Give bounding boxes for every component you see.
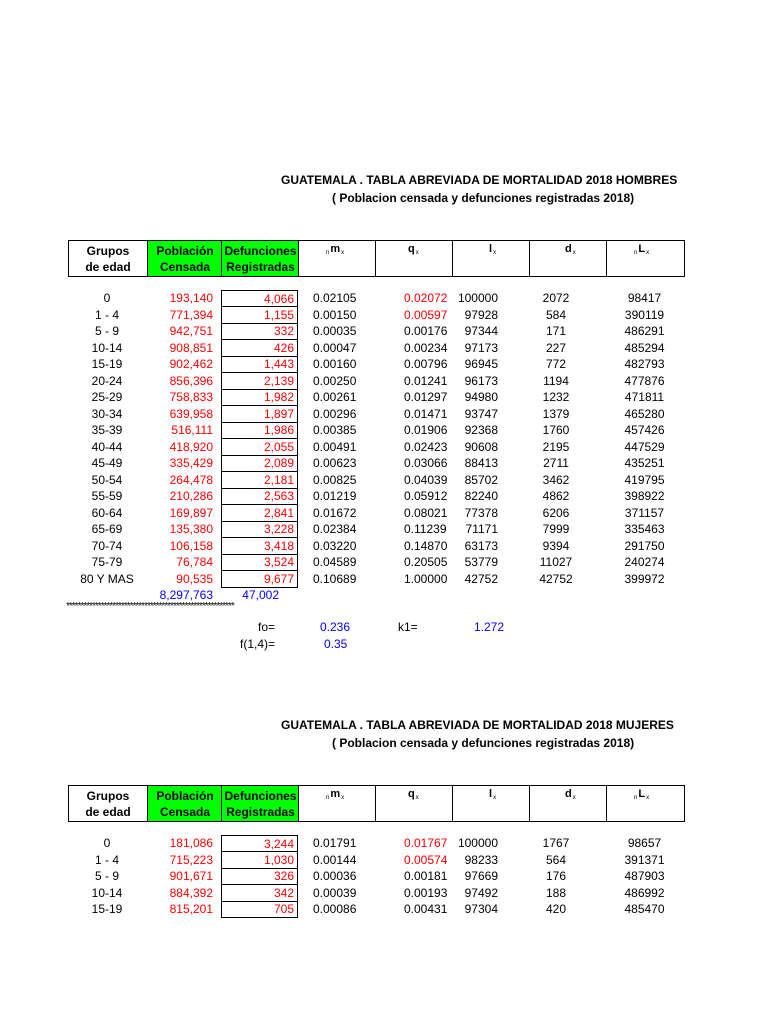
cell-m: 0.02384 (313, 522, 357, 536)
cell-defunciones: 705 (221, 901, 298, 918)
cell-m: 0.00385 (313, 423, 357, 437)
table-row (0, 538, 768, 554)
cell-l: 97304 (464, 902, 498, 916)
cell-l: 77378 (464, 505, 498, 520)
header-m-post: x (341, 250, 345, 256)
cell-d: 420 (545, 902, 567, 916)
cell-q: 0.01471 (404, 406, 448, 421)
cell-l: 97173 (464, 340, 498, 355)
separator-stars: ********************************************************** (66, 601, 234, 612)
header-poblacion-line1: Población (156, 788, 214, 803)
cell-defunciones: 1,986 (221, 422, 298, 439)
men-header-row (68, 240, 685, 277)
cell-defunciones: 3,244 (221, 835, 298, 852)
women-table-subtitle: ( Poblacion censada y defunciones registradas 2018) (332, 736, 635, 750)
cell-poblacion: 106,158 (169, 538, 213, 553)
cell-poblacion: 715,223 (169, 852, 213, 867)
cell-defunciones: 2,139 (221, 373, 298, 390)
cell-poblacion: 76,784 (176, 555, 213, 569)
cell-L: 457426 (624, 423, 665, 437)
cell-age: 0 (103, 836, 111, 850)
cell-l: 94980 (464, 390, 498, 404)
header-d-main: d (565, 243, 572, 255)
cell-d: 171 (545, 324, 567, 338)
table-row (0, 323, 768, 339)
cell-defunciones: 2,181 (221, 472, 298, 489)
table-row (0, 373, 768, 389)
cell-poblacion: 758,833 (169, 390, 213, 404)
table-row (0, 835, 768, 851)
header-l-symbol (489, 241, 497, 256)
table-row (0, 340, 768, 356)
cell-age: 55-59 (91, 489, 123, 503)
cell-L: 398922 (624, 489, 665, 503)
cell-L: 291750 (624, 538, 665, 553)
cell-L: 399972 (624, 571, 665, 586)
cell-poblacion: 901,671 (169, 869, 213, 883)
cell-poblacion: 639,958 (169, 406, 213, 421)
cell-defunciones: 2,563 (221, 488, 298, 505)
cell-L: 485470 (624, 902, 665, 916)
cell-q: 0.14870 (404, 538, 448, 553)
k1-value: 1.272 (474, 620, 505, 634)
cell-m: 0.10689 (313, 571, 357, 586)
cell-d: 6206 (542, 505, 570, 520)
table-row (0, 406, 768, 422)
cell-L: 482793 (624, 357, 665, 371)
cell-d: 7999 (542, 522, 570, 536)
cell-m: 0.00039 (313, 885, 357, 900)
cell-age: 0 (103, 291, 111, 305)
header-q-symbol (408, 786, 420, 801)
cell-defunciones: 326 (221, 868, 298, 885)
cell-poblacion: 418,920 (169, 439, 213, 454)
cell-age: 10-14 (91, 885, 123, 900)
cell-L: 371157 (624, 505, 665, 520)
header-d-post: x (572, 795, 576, 801)
cell-d: 584 (545, 307, 567, 322)
table-row (0, 439, 768, 455)
header-poblacion-line2: Censada (159, 259, 211, 274)
table-row (0, 290, 768, 306)
women-table-title: GUATEMALA . TABLA ABREVIADA DE MORTALIDAD 2018 MUJERES (281, 718, 674, 732)
cell-l: 93747 (464, 406, 498, 421)
cell-l: 63173 (464, 538, 498, 553)
header-L-post: x (646, 250, 650, 256)
cell-age: 10-14 (91, 340, 123, 355)
cell-d: 772 (545, 357, 567, 371)
cell-poblacion: 210,286 (169, 489, 213, 503)
cell-L: 435251 (624, 456, 665, 470)
cell-q: 0.00176 (404, 324, 448, 338)
cell-age: 15-19 (91, 357, 123, 371)
cell-l: 98233 (464, 852, 498, 867)
cell-l: 100000 (457, 836, 498, 850)
cell-L: 335463 (624, 522, 665, 536)
cell-m: 0.00250 (313, 373, 357, 388)
header-q-post: x (415, 795, 419, 801)
cell-L: 391371 (624, 852, 665, 867)
f14-label: f(1,4)= (240, 637, 276, 651)
cell-age: 80 Y MAS (80, 571, 134, 586)
header-L-pre: n (634, 795, 638, 801)
cell-defunciones: 4,066 (221, 290, 298, 307)
cell-poblacion: 193,140 (169, 291, 213, 305)
cell-m: 0.01219 (313, 489, 357, 503)
cell-l: 92368 (464, 423, 498, 437)
cell-d: 3462 (542, 472, 570, 487)
cell-poblacion: 516,111 (171, 423, 213, 437)
cell-q: 0.00193 (404, 885, 448, 900)
table-row (0, 554, 768, 570)
total-poblacion: 8,297,763 (159, 588, 213, 602)
cell-m: 0.01791 (313, 836, 357, 850)
cell-d: 42752 (539, 571, 573, 586)
cell-age: 15-19 (91, 902, 123, 916)
header-grupos (69, 241, 147, 276)
cell-L: 477876 (624, 373, 665, 388)
cell-l: 53779 (464, 555, 498, 569)
f14-value: 0.35 (324, 637, 348, 651)
cell-l: 82240 (464, 489, 498, 503)
header-m-symbol (325, 786, 345, 801)
header-L-post: x (646, 795, 650, 801)
cell-q: 0.00431 (404, 902, 448, 916)
cell-poblacion: 908,851 (169, 340, 213, 355)
cell-m: 0.03220 (313, 538, 357, 553)
cell-q: 0.04039 (404, 472, 448, 487)
cell-d: 1379 (542, 406, 570, 421)
header-d-main: d (565, 788, 572, 800)
header-defunciones-line2: Registradas (226, 804, 295, 819)
cell-q: 0.03066 (404, 456, 448, 470)
cell-q: 0.00796 (404, 357, 448, 371)
cell-age: 30-34 (91, 406, 123, 421)
women-header-row (68, 785, 685, 822)
header-q-main: q (408, 243, 415, 255)
cell-poblacion: 264,478 (169, 472, 213, 487)
header-q-main: q (408, 788, 415, 800)
table-row (0, 901, 768, 917)
cell-poblacion: 169,897 (169, 505, 213, 520)
header-m-pre: n (326, 795, 330, 801)
header-l-post: x (493, 795, 497, 801)
cell-age: 45-49 (91, 456, 123, 470)
cell-d: 188 (545, 885, 567, 900)
total-defunciones: 47,002 (242, 588, 279, 602)
cell-poblacion: 902,462 (169, 357, 213, 371)
cell-age: 60-64 (91, 505, 123, 520)
cell-l: 88413 (464, 456, 498, 470)
cell-poblacion: 181,086 (169, 836, 213, 850)
cell-L: 486291 (624, 324, 665, 338)
fo-label: fo= (258, 620, 276, 634)
cell-defunciones: 2,055 (221, 439, 298, 456)
cell-poblacion: 90,535 (176, 571, 213, 586)
table-row (0, 868, 768, 884)
header-poblacion (147, 786, 222, 821)
header-m-pre: n (326, 250, 330, 256)
cell-q: 0.20505 (404, 555, 448, 569)
cell-q: 0.02072 (404, 291, 448, 305)
k1-label: k1= (398, 620, 418, 634)
cell-q: 0.08021 (404, 505, 448, 520)
table-row (0, 455, 768, 471)
cell-poblacion: 884,392 (169, 885, 213, 900)
cell-defunciones: 332 (221, 323, 298, 340)
cell-l: 71171 (465, 522, 498, 536)
cell-l: 42752 (464, 571, 498, 586)
cell-defunciones: 3,524 (221, 554, 298, 571)
header-grupos-line2: de edad (85, 259, 131, 274)
cell-age: 35-39 (91, 423, 123, 437)
header-d-post: x (572, 250, 576, 256)
cell-defunciones: 3,228 (221, 521, 298, 538)
cell-age: 75-79 (91, 555, 123, 569)
cell-d: 11027 (539, 555, 573, 569)
table-row (0, 571, 768, 587)
cell-m: 0.00144 (313, 852, 357, 867)
cell-L: 240274 (624, 555, 665, 569)
table-row (0, 505, 768, 521)
header-m-main: m (330, 243, 341, 255)
cell-m: 0.00296 (313, 406, 357, 421)
cell-defunciones: 2,841 (221, 505, 298, 522)
table-row (0, 521, 768, 537)
cell-L: 390119 (624, 307, 665, 322)
header-defunciones (221, 786, 299, 821)
cell-d: 1767 (542, 836, 570, 850)
cell-age: 65-69 (91, 522, 123, 536)
header-l-main: l (489, 243, 493, 255)
header-defunciones-line1: Defunciones (224, 788, 297, 803)
header-defunciones-line2: Registradas (226, 259, 295, 274)
table-row (0, 389, 768, 405)
cell-L: 486992 (624, 885, 665, 900)
table-row (0, 852, 768, 868)
cell-m: 0.00261 (313, 390, 357, 404)
header-m-symbol (325, 241, 345, 256)
cell-defunciones: 1,443 (221, 356, 298, 373)
cell-L: 98657 (627, 836, 662, 850)
cell-L: 487903 (624, 869, 665, 883)
cell-m: 0.01672 (313, 505, 357, 520)
cell-d: 2711 (543, 456, 569, 470)
cell-m: 0.00150 (313, 307, 357, 322)
table-row (0, 472, 768, 488)
cell-m: 0.00825 (313, 472, 357, 487)
header-q-post: x (415, 250, 419, 256)
header-defunciones-line1: Defunciones (224, 243, 297, 258)
header-l-main: l (489, 788, 493, 800)
header-d-symbol (565, 241, 577, 256)
header-q-symbol (408, 241, 420, 256)
fo-value: 0.236 (320, 620, 351, 634)
cell-age: 40-44 (91, 439, 123, 454)
cell-m: 0.00035 (313, 324, 357, 338)
header-m-post: x (341, 795, 345, 801)
cell-defunciones: 426 (221, 340, 298, 357)
cell-age: 25-29 (91, 390, 123, 404)
cell-d: 2072 (542, 291, 570, 305)
cell-q: 0.01767 (404, 836, 448, 850)
cell-l: 97669 (464, 869, 498, 883)
cell-m: 0.00623 (313, 456, 357, 470)
cell-poblacion: 856,396 (169, 373, 213, 388)
header-poblacion-line1: Población (156, 243, 214, 258)
header-L-main: L (638, 243, 646, 255)
cell-q: 0.02423 (404, 439, 448, 454)
cell-d: 1760 (542, 423, 570, 437)
cell-q: 0.01241 (404, 373, 448, 388)
cell-q: 0.01297 (404, 390, 448, 404)
cell-m: 0.00086 (313, 902, 357, 916)
cell-m: 0.00160 (313, 357, 357, 371)
cell-d: 4862 (542, 489, 570, 503)
table-row (0, 488, 768, 504)
table-row (0, 307, 768, 323)
cell-q: 0.05912 (404, 489, 448, 503)
cell-age: 1 - 4 (94, 307, 119, 322)
header-defunciones (221, 241, 299, 276)
cell-defunciones: 1,897 (221, 406, 298, 423)
cell-l: 85702 (464, 472, 498, 487)
cell-q: 0.11239 (404, 522, 447, 536)
header-grupos-line2: de edad (85, 804, 131, 819)
cell-l: 100000 (457, 291, 498, 305)
cell-d: 9394 (542, 538, 570, 553)
table-row (0, 885, 768, 901)
cell-l: 97492 (464, 885, 498, 900)
header-grupos-line1: Grupos (86, 243, 130, 258)
cell-l: 97928 (464, 307, 498, 322)
cell-age: 1 - 4 (94, 852, 119, 867)
cell-d: 564 (545, 852, 567, 867)
cell-l: 97344 (464, 324, 498, 338)
cell-age: 20-24 (91, 373, 123, 388)
cell-age: 5 - 9 (94, 869, 119, 883)
cell-defunciones: 2,089 (221, 455, 298, 472)
cell-q: 0.00597 (404, 307, 448, 322)
header-poblacion (147, 241, 222, 276)
cell-d: 176 (545, 869, 567, 883)
table-row (0, 356, 768, 372)
cell-poblacion: 135,380 (169, 522, 213, 536)
cell-defunciones: 342 (221, 885, 298, 902)
header-grupos (69, 786, 147, 821)
cell-m: 0.00047 (313, 340, 357, 355)
header-L-symbol (633, 786, 650, 801)
cell-m: 0.02105 (313, 291, 357, 305)
cell-q: 1.00000 (404, 571, 448, 586)
header-grupos-line1: Grupos (86, 788, 130, 803)
cell-L: 98417 (627, 291, 662, 305)
cell-L: 485294 (624, 340, 665, 355)
cell-l: 96945 (464, 357, 498, 371)
header-L-symbol (633, 241, 650, 256)
cell-L: 465280 (624, 406, 665, 421)
cell-L: 419795 (624, 472, 665, 487)
cell-d: 1232 (542, 390, 570, 404)
cell-poblacion: 815,201 (169, 902, 213, 916)
header-l-symbol (489, 786, 497, 801)
cell-q: 0.00234 (404, 340, 448, 355)
cell-age: 70-74 (91, 538, 123, 553)
cell-defunciones: 3,418 (221, 538, 298, 555)
header-m-main: m (330, 788, 341, 800)
cell-L: 447529 (624, 439, 665, 454)
cell-defunciones: 1,982 (221, 389, 298, 406)
table-row (0, 422, 768, 438)
cell-q: 0.01906 (404, 423, 448, 437)
cell-m: 0.00036 (313, 869, 357, 883)
cell-q: 0.00574 (404, 852, 448, 867)
cell-q: 0.00181 (404, 869, 448, 883)
cell-d: 1194 (543, 373, 569, 388)
men-table-subtitle: ( Poblacion censada y defunciones registradas 2018) (332, 191, 635, 205)
cell-poblacion: 335,429 (169, 456, 213, 470)
cell-defunciones: 1,030 (221, 852, 298, 869)
cell-m: 0.00491 (313, 439, 357, 454)
cell-defunciones: 9,677 (221, 571, 298, 588)
cell-poblacion: 942,751 (169, 324, 213, 338)
men-table-title: GUATEMALA . TABLA ABREVIADA DE MORTALIDAD 2018 HOMBRES (281, 173, 678, 187)
header-poblacion-line2: Censada (159, 804, 211, 819)
cell-d: 2195 (542, 439, 570, 454)
header-l-post: x (493, 250, 497, 256)
cell-m: 0.04589 (313, 555, 357, 569)
cell-defunciones: 1,155 (221, 307, 298, 324)
header-L-main: L (638, 788, 646, 800)
cell-L: 471811 (624, 390, 665, 404)
cell-age: 50-54 (91, 472, 123, 487)
cell-d: 227 (545, 340, 567, 355)
cell-poblacion: 771,394 (169, 307, 213, 322)
cell-l: 96173 (464, 373, 498, 388)
cell-age: 5 - 9 (94, 324, 119, 338)
header-L-pre: n (634, 250, 638, 256)
header-d-symbol (565, 786, 577, 801)
cell-l: 90608 (464, 439, 498, 454)
